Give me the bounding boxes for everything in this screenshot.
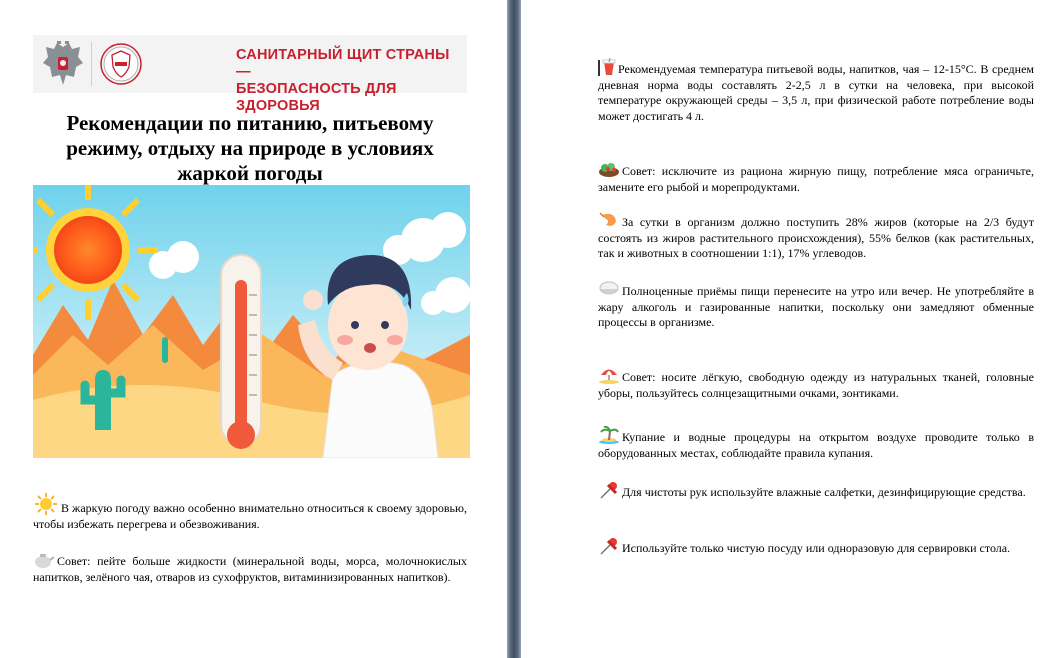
paragraph-hand-hygiene	[598, 481, 1034, 501]
paragraph-text: За сутки в организм должно поступить 28% жиров (которые на 2/3 будут состоять из жиров растительного происхождения), 55% белков (как растительных, так и животных в соотношении 1:1), 17% углеводов.	[598, 215, 1034, 260]
paragraph-clean-dishes	[598, 537, 1034, 557]
banner-divider	[91, 42, 92, 86]
paragraph-text: Рекомендуемая температура питьевой воды, напитков, чая – 12-15°С. В среднем дневная норма воды составлять 2-2,5 л в сутки на человека, при высокой температуре окружающей среды – 3,5 л, при физической работе потребление воды может достигать 4 л.	[598, 62, 1034, 123]
paragraph-diet-advice	[598, 160, 1034, 195]
banner-title-line1: САНИТАРНЫЙ ЩИТ СТРАНЫ —	[236, 47, 450, 80]
hot-weather-illustration	[33, 185, 470, 458]
rice-bowl-icon	[598, 280, 620, 298]
paragraph-water-norm	[598, 58, 1034, 124]
paragraph-text: Используйте только чистую посуду или одноразовую для сервировки стола.	[622, 541, 1011, 555]
coat-of-arms-icon	[40, 39, 86, 89]
paragraph-text: Совет: исключите из рациона жирную пищу, потребление мяса ограничьте, замените его рыбой и морепродуктами.	[598, 164, 1034, 194]
paragraph-text: Для чистоты рук используйте влажные салфетки, дезинфицирующие средства.	[622, 485, 1026, 499]
salad-icon	[598, 160, 620, 178]
pushpin-icon	[598, 481, 620, 499]
paragraph-meal-timing	[598, 280, 1034, 331]
banner-title-line2: БЕЗОПАСНОСТЬ ДЛЯ ЗДОРОВЬЯ	[236, 81, 397, 114]
palm-island-icon	[598, 426, 620, 444]
paragraph-clothing	[598, 366, 1034, 401]
beach-umbrella-icon	[598, 366, 620, 384]
paragraph-text: Совет: пейте больше жидкости (минеральной воды, морса, молочнокислых напитков, зелёного чая, отваров из сухофруктов, витаминизированных напитков).	[33, 554, 467, 584]
paragraph-swimming	[598, 426, 1034, 461]
paragraph-text: Совет: носите лёгкую, свободную одежду из натуральных тканей, головные уборы, пользуйтесь солнцезащитными очками, зонтиками.	[598, 370, 1034, 400]
page-gutter	[507, 0, 521, 658]
paragraph-nutrients	[598, 211, 1034, 262]
shield-logo-icon	[99, 42, 143, 86]
paragraph-text: Купание и водные процедуры на открытом воздухе проводите только в оборудованных местах, соблюдайте правила купания.	[598, 430, 1034, 460]
paragraph-heat-health	[33, 493, 467, 532]
pushpin-icon	[598, 537, 620, 555]
shrimp-icon	[598, 211, 620, 229]
sun-icon	[33, 493, 59, 515]
teapot-icon	[33, 552, 55, 568]
document-title: Рекомендации по питанию, питьевому режиму, отдыху на природе в условиях жаркой погоды	[66, 111, 434, 185]
drink-cup-icon	[598, 58, 616, 76]
banner-title	[236, 47, 464, 115]
paragraph-text: Полноценные приёмы пищи перенесите на утро или вечер. Не употребляйте в жару алкоголь и газированные напитки, поскольку они замедляют обменные процессы в организме.	[598, 284, 1034, 329]
paragraph-text: В жаркую погоду важно особенно внимательно относиться к своему здоровью, чтобы избежать перегрева и обезвоживания.	[33, 501, 467, 531]
paragraph-drink-advice	[33, 552, 467, 585]
